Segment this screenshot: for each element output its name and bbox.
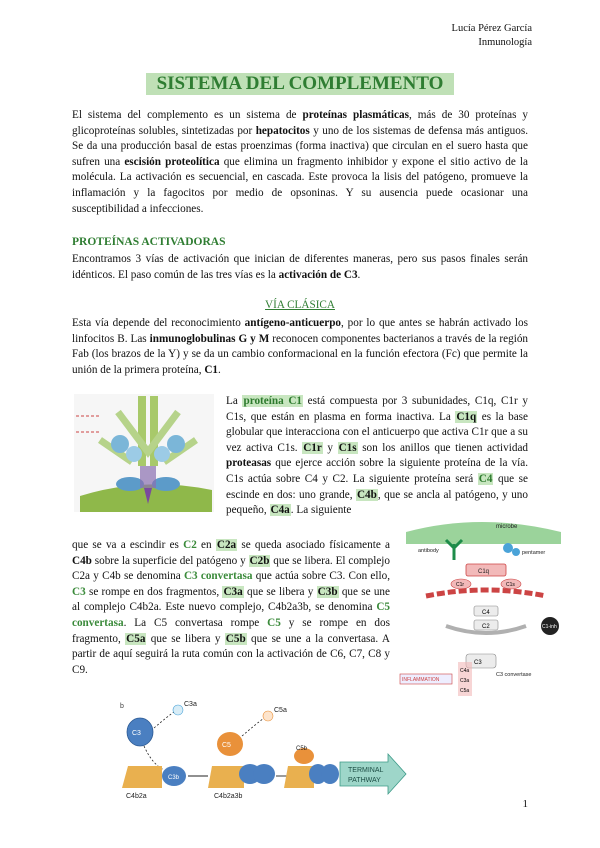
intro-paragraph: El sistema del complemento es un sistema de proteínas plasmáticas, más de 30 proteínas y glicoproteínas solubles, sintetizadas por hepatocitos y uno de los sistemas de defensa más antiguos. Se da una producción basal de estas proenzimas (forma inactiva) que circulan en el suero hasta que sufren una escisión proteolítica que elimina un fragmento inhibidor y expone el sitio activo de la molécula. La activación es secuencial, en cascada. Este provoca la lisis del patógeno, promueve la inflamación y la fagocitos por medio de opsoninas. Y su ausencia puede ocasionar una susceptibilidad a infecciones. [72,109,529,215]
page-number: 1 [522,798,528,810]
subsection-title: VÍA CLÁSICA [265,299,335,311]
pathway-label: PATHWAY [348,777,381,784]
c1-paragraph: La proteína C1 está compuesta por 3 subunidades, C1q, C1r y C1s, que están en plasma en forma inactiva. La C1q es la base globular que interacciona con el anticuerpo que activa C1r que a su vez activa C1s. C1r y C1s son los anillos que tienen actividad proteasas que ejerce acción sobre la siguiente proteína de la vía. C1s actúa sobre C4 y C2. La siguiente proteína será C4 que se escinde en dos: uno grande, C4b, que se ancla al patógeno, y uno pequeño, C4a. La siguiente [226,395,528,517]
c1s-label: C1s [506,582,515,588]
section-title: PROTEÍNAS ACTIVADORAS [72,236,226,248]
classical-pathway-diagram [396,514,566,704]
page-header [452,22,532,50]
c3a-node-label: C3a [184,701,197,708]
c1inh-label: C1-inh [542,624,557,630]
c5a-node-label: C5a [274,707,287,714]
microbe-label: microbe [496,524,518,530]
c1-antibody-illustration [70,392,220,514]
c1q-label: C1q [478,569,490,575]
c4b2a3b-label: C4b2a3b [214,793,243,800]
cascade-diagram [118,694,408,802]
pentamer-label: pentamer [522,550,546,556]
c3a-label: C3a [460,678,470,684]
c5b-node-label: C5b [296,746,308,752]
c1r-label: C1r [456,582,465,588]
terminal-label: TERMINAL [348,767,384,774]
author-name: Lucía Pérez García [451,23,532,34]
c4a-label: C4a [460,668,470,674]
c3-node-label: C3 [132,730,141,737]
c2-paragraph: que se va a escindir es C2 en C2a se queda asociado físicamente a C4b sobre la superficie del patógeno y C2b que se libera. El complejo C2a y C4b se denomina C3 convertasa que actúa sobre C3. Con ello, C3 se rompe en dos fragmentos, C3a que se libera y C3b que se une al complejo C4b2a. Este nuevo complejo, C4b2a3b, se denomina C5 convertasa. La C5 convertasa rompe C5 y se rompe en dos fragmento, C5a que se libera y C5b que se une a la convertasa. A partir de aquí seguirá la ruta común con la activación de C6, C7, C8 y C9. [72,539,391,676]
c4b2a-label: C4b2a [126,793,147,800]
activators-paragraph: Encontramos 3 vías de activación que inician de diferentes maneras, pero sus pasos finales serán idénticos. El paso común de las tres vías es la activación de C3. [72,253,528,281]
c2-label: C2 [482,624,490,630]
c4-label: C4 [482,610,490,616]
c5a-label: C5a [460,688,470,694]
subject-name: Inmunología [478,37,532,48]
b-label: b [120,703,124,710]
c5-node-label: C5 [222,742,231,749]
c3-convertase-label: C3 convertase [496,672,532,678]
c3b-node-label: C3b [168,775,180,781]
antibody-label: antibody [418,548,439,554]
c3-label: C3 [474,660,482,666]
classic-paragraph: Esta vía depende del reconocimiento antígeno-anticuerpo, por lo que antes se habrán activado los linfocitos B. Las inmunoglobulinas G y M reconocen componentes bacterianos a través de la región Fab (los brazos de la Y) y se da un cambio conformacional en la función efectora (Fc) que permite la unión de la primera proteína, C1. [72,317,529,376]
page-title: SISTEMA DEL COMPLEMENTO [146,73,454,95]
inflammation-label: INFLAMMATION [402,677,440,683]
